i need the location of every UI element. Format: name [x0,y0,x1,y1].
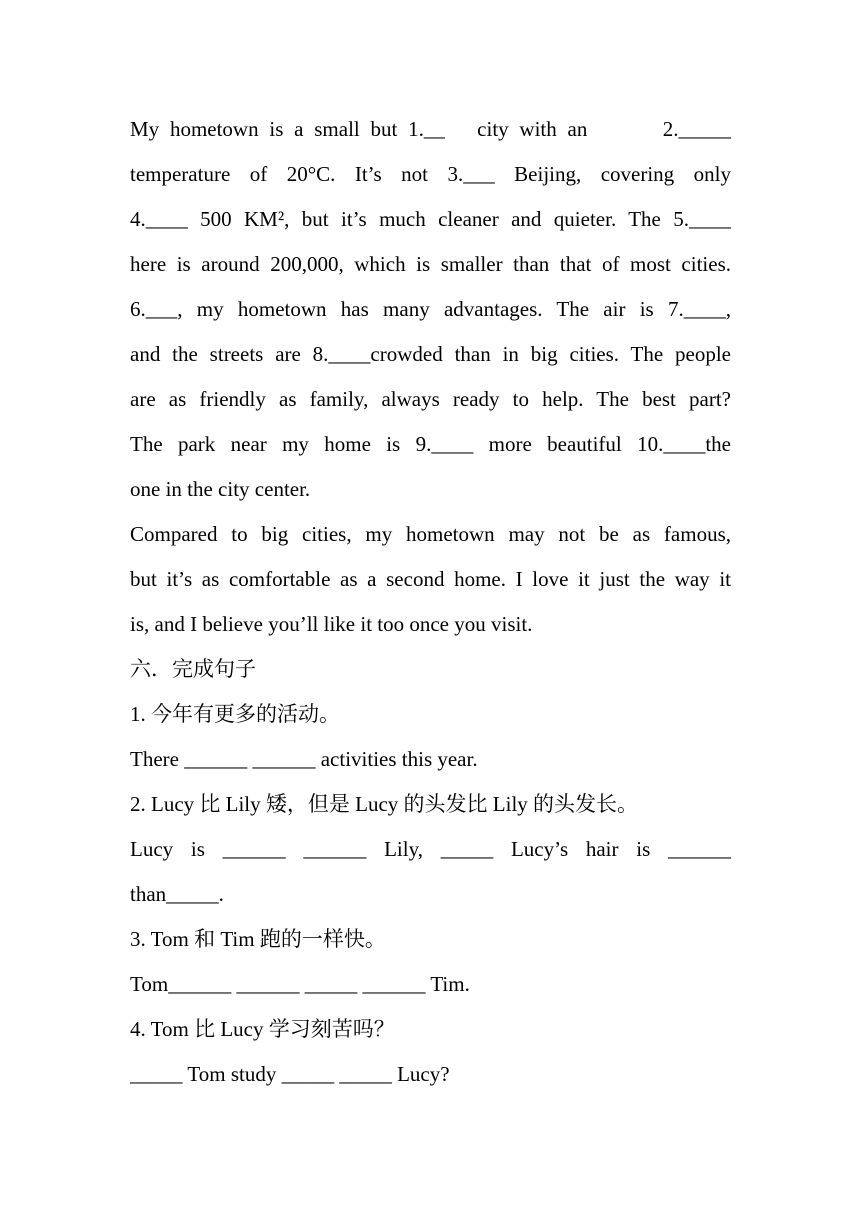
question-answer-line: than_____. [130,882,224,906]
question-prompt: 3. Tom 和 Tim 跑的一样快。 [130,927,386,951]
passage-line: here is around 200,000, which is smaller than that of most cities. [130,252,731,276]
passage-line: 4.____ 500 KM², but it’s much cleaner and quieter. The 5.____ [130,207,731,231]
passage-line: but it’s as comfortable as a second home. I love it just the way it [130,567,731,591]
passage-line: temperature of 20°C. It’s not 3.___ Beijing, covering only [130,162,731,186]
section-title: 六．完成句子 [130,657,256,681]
passage-line: one in the city center. [130,477,311,501]
document-page [130,107,731,1097]
question-4 [130,1007,731,1097]
passage [130,107,731,647]
question-prompt: 2. Lucy 比 Lily 矮，但是 Lucy 的头发比 Lily 的头发长。 [130,792,639,816]
question-answer-line: _____ Tom study _____ _____ Lucy? [130,1062,450,1086]
passage-line: are as friendly as family, always ready to help. The best part? [130,387,731,411]
passage-line: is, and I believe you’ll like it too once you visit. [130,612,533,636]
question-prompt: 4. Tom 比 Lucy 学习刻苦吗？ [130,1017,395,1041]
passage-line: The park near my home is 9.____ more beautiful 10.____the [130,432,731,456]
question-answer-line: Tom______ ______ _____ ______ Tim. [130,972,470,996]
question-3 [130,917,731,1007]
question-1 [130,692,731,782]
question-answer-line: Lucy is ______ ______ Lily, _____ Lucy’s hair is ______ [130,837,731,861]
passage-line: My hometown is a small but 1.__ city with an 2._____ [130,117,731,141]
question-prompt: 1. 今年有更多的活动。 [130,702,340,726]
passage-line: 6.___, my hometown has many advantages. The air is 7.____, [130,297,731,321]
question-answer-line: There ______ ______ activities this year. [130,747,478,771]
passage-line: Compared to big cities, my hometown may not be as famous, [130,522,731,546]
question-2 [130,782,731,917]
passage-line: and the streets are 8.____crowded than in big cities. The people [130,342,731,366]
